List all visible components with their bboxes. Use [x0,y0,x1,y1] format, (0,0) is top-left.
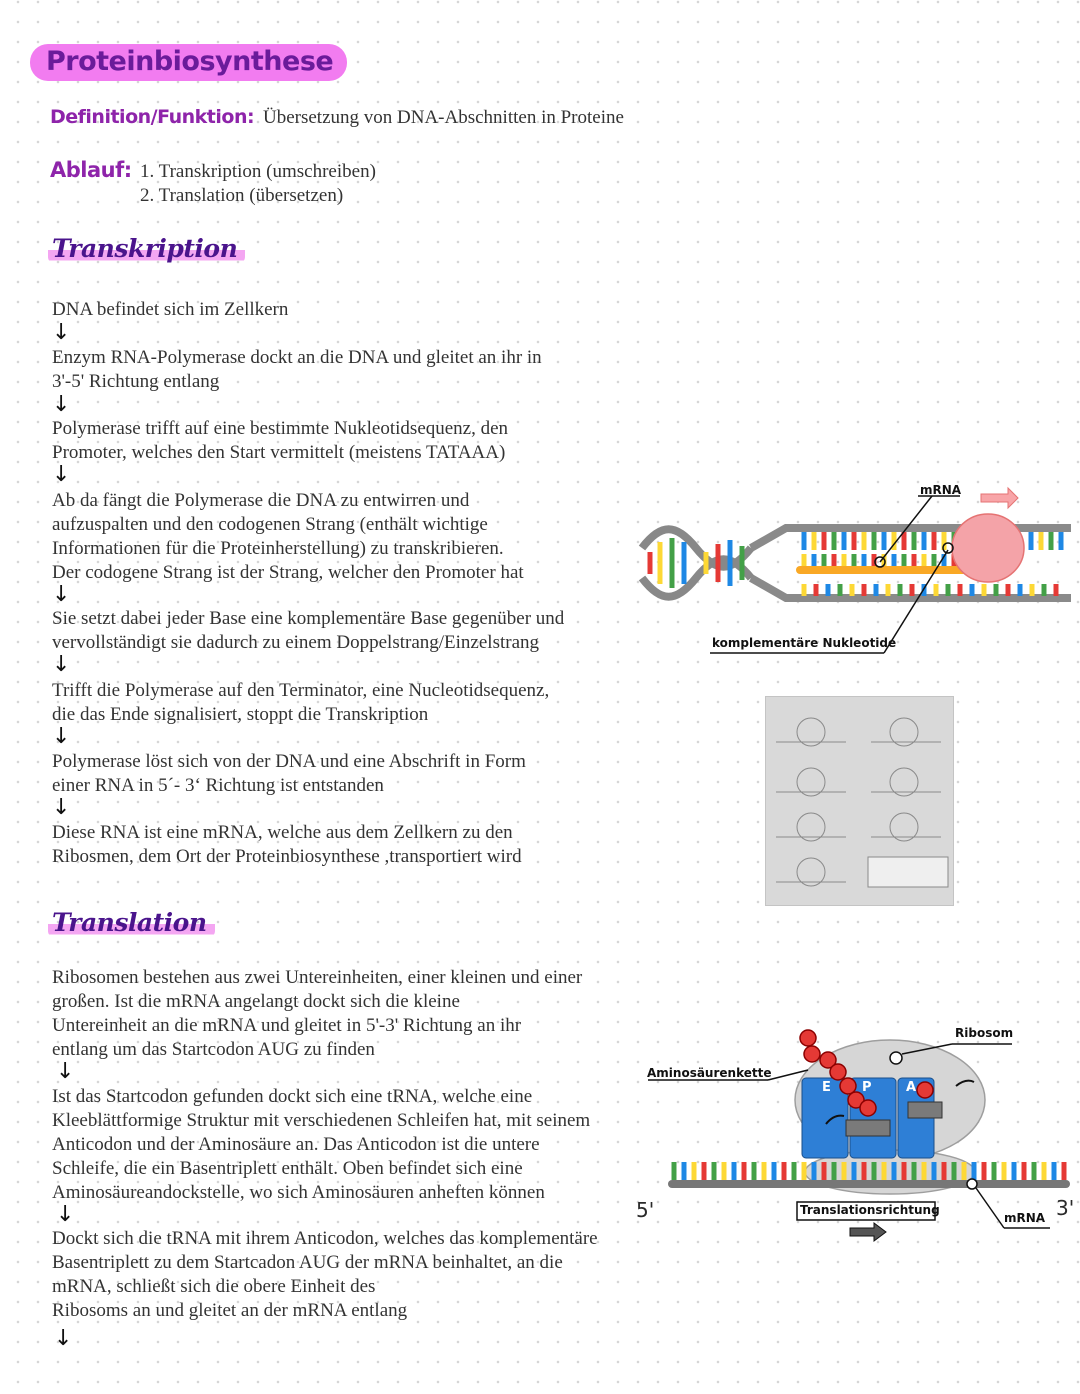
rna-polymerase [952,514,1024,582]
nucleotides-label: komplementäre Nukleotide [712,636,897,650]
mrna-label: mRNA [920,483,962,497]
transkription-paragraph-1: DNA befindet sich im Zellkern [52,299,289,320]
dna-helix [642,529,751,597]
flow-arrow: ↓ [52,582,71,607]
p-site-label: P [862,1080,872,1095]
flow-arrow: ↓ [52,795,71,820]
translation-direction-arrow-icon [850,1223,886,1241]
flow-arrow: ↓ [52,320,71,345]
worksheet-photo [765,696,954,906]
e-site-label: E [822,1080,831,1095]
amino-chain-label: Aminosäurenkette [647,1066,772,1080]
flow-arrow: ↓ [56,1059,75,1084]
definition-text: Übersetzung von DNA-Abschnitten in Proteine [263,107,624,128]
transkription-paragraph-5: Sie setzt dabei jeder Base eine komplementäre Base gegenüber und vervollständigt sie dadurch zu einem Doppelstrang/Einzelstrang [52,608,565,653]
three-prime-label: 3' [1056,1196,1075,1220]
flow-arrow: ↓ [52,462,71,487]
flow-arrow: ↓ [56,1202,75,1227]
flow-arrow: ↓ [52,724,71,749]
five-prime-label: 5' [636,1198,655,1222]
direction-label: Translationsrichtung [800,1203,940,1217]
flow-arrow: ↓ [52,392,71,417]
flow-arrow: ↓ [52,652,71,677]
ribosom-label: Ribosom [955,1026,1014,1040]
ablauf-step-1: 1. Transkription (umschreiben) [140,161,376,182]
section-heading-translation: Translation [48,908,215,937]
transkription-paragraph-6: Trifft die Polymerase auf den Terminator, eine Nucleotidsequenz, die das Ende signalisiert, stoppt die Transkription [52,680,550,725]
transkription-paragraph-8: Diese RNA ist eine mRNA, welche aus dem Zellkern zu den Ribosmen, dem Ort der Proteinbiosynthese ,transportiert wird [52,822,522,867]
p-site [850,1078,896,1158]
transkription-paragraph-3: Polymerase trifft auf eine bestimmte Nukleotidsequenz, den Promoter, welches den Start vermittelt (meistens TATAAA) [52,418,509,463]
transkription-paragraph-2: Enzym RNA-Polymerase dockt an die DNA und gleitet an ihr in 3'-5' Richtung entlang [52,347,542,392]
a-site-label: A [906,1080,917,1095]
transkription-paragraph-7: Polymerase löst sich von der DNA und eine Abschrift in Form einer RNA in 5´- 3‘ Richtung ist entstanden [52,751,526,796]
ablauf-label: Ablauf: [50,158,132,182]
section-heading-transkription: Transkription [48,234,245,263]
ablauf-step-2: 2. Translation (übersetzen) [140,185,344,206]
mrna-label-translation: mRNA [1004,1211,1046,1225]
page-title: Proteinbiosynthese [30,44,347,81]
translation-paragraph-2: Ist das Startcodon gefunden dockt sich eine tRNA, welche eine Kleeblättformige Struktur mit verschiedenen Schleifen hat, mit seinem Anticodon und der Aminosäure an. Das Anticodon ist die untere Schleife, die ein Basentriplett enthält. Oben befindet sich eine Aminosäureandockstelle, wo sich Aminosäuren anheften können [52,1086,591,1203]
direction-arrow-icon [981,488,1018,508]
flow-arrow: ↓ [54,1326,73,1351]
transcription-diagram [636,478,1076,658]
translation-paragraph-3: Dockt sich die tRNA mit ihrem Anticodon, welches das komplementäre Basentriplett zu dem Startcadon AUG der mRNA beinhaltet, an die mRNA, schließt sich die obere Einheit des Ribosoms an und gleitet an der mRNA entlang [52,1228,598,1321]
translation-paragraph-1: Ribosomen bestehen aus zwei Untereinheiten, einer kleinen und einer großen. Ist die mRNA angelangt dockt sich die kleine Untereinheit an die mRNA und gleitet in 5'-3' Richtung an ihr entlang um das Startcodon AUG zu finden [52,967,583,1060]
transkription-paragraph-4: Ab da fängt die Polymerase die DNA zu entwirren und aufzuspalten und den codogenen Strang (enthält wichtige Informationen für die Proteinherstellung) zu transkribieren. Der codogene Strang ist der Strang, welcher den Promoter hat [52,490,524,583]
definition-label: Definition/Funktion: [50,106,255,128]
